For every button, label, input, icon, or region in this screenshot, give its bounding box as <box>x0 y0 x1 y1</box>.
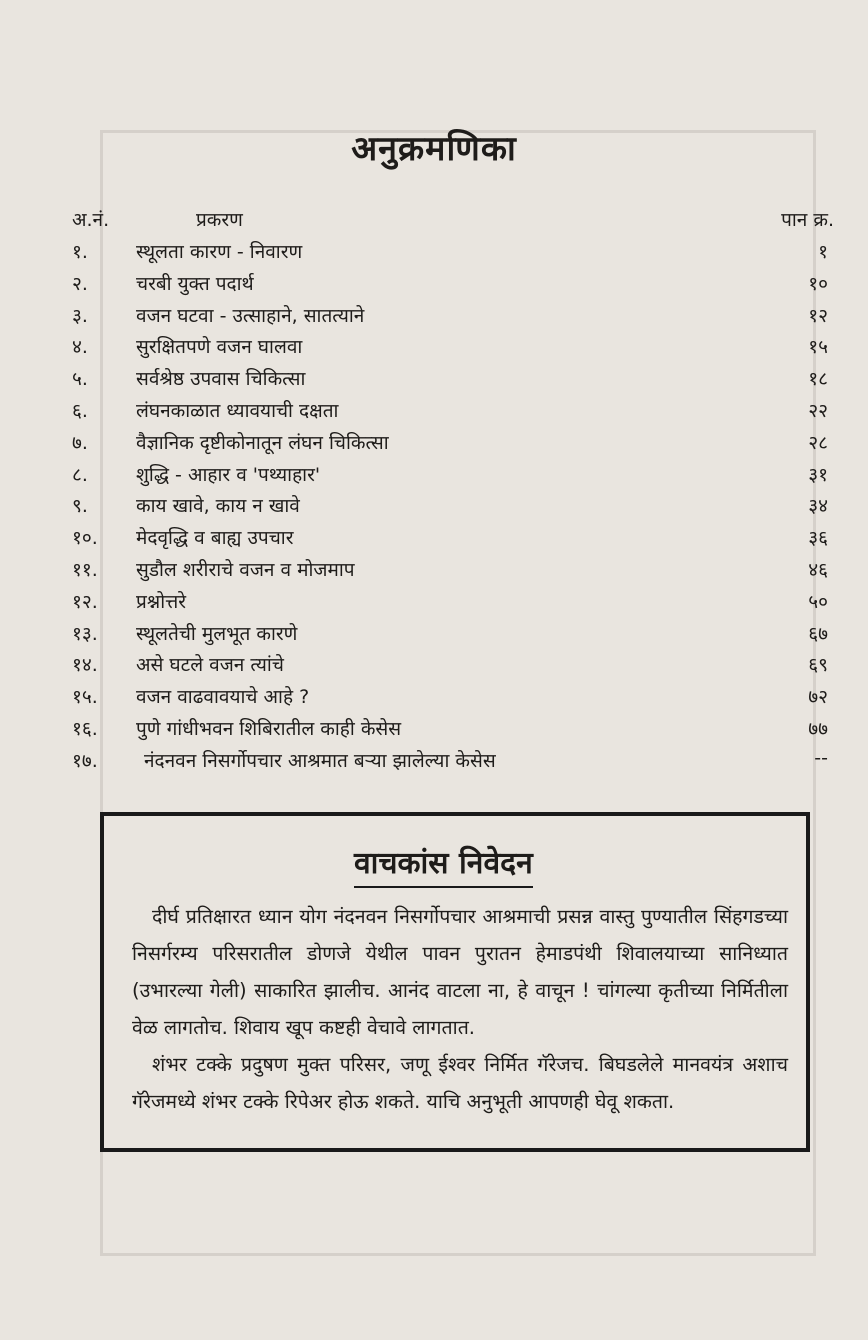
toc-number: ८. <box>72 463 88 486</box>
toc-page: २२ <box>808 400 828 422</box>
toc-row <box>0 492 868 524</box>
toc-title: चरबी युक्त पदार्थ <box>136 272 254 295</box>
toc-row <box>0 461 868 493</box>
header-sr-no: अ.नं. <box>72 209 110 231</box>
toc-row <box>0 302 868 334</box>
header-chapter: प्रकरण <box>196 209 243 231</box>
toc-page: २८ <box>808 431 828 454</box>
toc-row <box>0 333 868 365</box>
toc-title: सुरक्षितपणे वजन घालवा <box>136 336 303 359</box>
toc-row <box>0 270 868 302</box>
toc-title: असे घटले वजन त्यांचे <box>136 654 284 677</box>
toc-number: १२. <box>72 590 98 613</box>
toc-title: काय खावे, काय न खावे <box>136 495 300 518</box>
toc-number: ५. <box>72 368 88 391</box>
toc-page: १२ <box>808 304 828 327</box>
toc-page: ६९ <box>808 654 828 677</box>
toc-number: ३. <box>72 304 88 327</box>
toc-number: २. <box>72 272 88 295</box>
toc-row <box>0 238 868 270</box>
toc-number: १३. <box>72 622 98 645</box>
toc-page: १० <box>808 272 828 295</box>
toc-title: पुणे गांधीभवन शिबिरातील काही केसेस <box>136 718 402 740</box>
toc-title: वैज्ञानिक दृष्टीकोनातून लंघन चिकित्सा <box>136 431 389 454</box>
toc-title: सुडौल शरीराचे वजन व मोजमाप <box>136 559 355 581</box>
toc-page: ३६ <box>808 527 828 550</box>
toc-row <box>0 429 868 461</box>
toc-page: १५ <box>808 336 828 359</box>
toc-page: ३१ <box>808 463 828 486</box>
toc-row <box>0 588 868 620</box>
notice-paragraph: दीर्घ प्रतिक्षारत ध्यान योग नंदनवन निसर्गोपचार आश्रमाची प्रसन्न वास्तु पुण्यातील सिंहगडच्या निसर्गरम्य परिसरातील डोणजे येथील पावन पुरातन हेमाडपंथी शिवालयाच्या सानिध्यात (उभारल्या गेली) साकारित झालीच. आनंद वाटला ना, हे वाचून ! चांगल्या कृतीच्या निर्मितीला वेळ लागतोच. शिवाय खूप कष्टही वेचावे लागतात. <box>132 905 788 1039</box>
toc-title: शुद्धि - आहार व 'पथ्याहार' <box>136 463 321 486</box>
toc-number: १. <box>72 241 88 263</box>
toc-row <box>0 365 868 397</box>
toc-row <box>0 524 868 556</box>
toc-page: १८ <box>808 368 828 391</box>
toc-title: मेदवृद्धि व बाह्य उपचार <box>136 527 294 550</box>
toc-page: ७२ <box>808 686 828 709</box>
toc-number: १७. <box>72 749 98 772</box>
toc-number: ९. <box>72 495 88 518</box>
toc-title: प्रश्नोत्तरे <box>136 590 187 613</box>
toc-number: १०. <box>72 527 98 550</box>
toc-title: लंघनकाळात ध्यावयाची दक्षता <box>136 400 339 422</box>
toc-title: वजन घटवा - उत्साहाने, सातत्याने <box>136 304 365 327</box>
page-title: अनुक्रमणिका <box>351 129 517 169</box>
toc-row <box>0 556 868 588</box>
toc-number: १४. <box>72 654 98 677</box>
toc-row <box>0 683 868 715</box>
toc-title: सर्वश्रेष्ठ उपवास चिकित्सा <box>136 368 306 391</box>
toc-page: १ <box>818 241 828 263</box>
toc-number: १५. <box>72 686 98 709</box>
toc-page: ७७ <box>808 718 828 740</box>
toc-title: स्थूलतेची मुलभूत कारणे <box>136 622 298 645</box>
toc-page: ५० <box>808 590 828 613</box>
toc-row <box>0 651 868 683</box>
toc-row <box>0 747 868 779</box>
toc-number: ४. <box>72 336 88 359</box>
toc-title: नंदनवन निसर्गोपचार आश्रमात बऱ्या झालेल्या केसेस <box>144 749 496 772</box>
toc-number: ७. <box>72 431 88 454</box>
toc-number: ६. <box>72 400 88 422</box>
toc-page: ६७ <box>808 622 828 645</box>
toc-title: वजन वाढवावयाचे आहे ? <box>136 686 310 709</box>
notice-body <box>132 898 788 1120</box>
header-page-no: पान क्र. <box>781 209 834 231</box>
toc-page: ४६ <box>808 559 828 581</box>
toc-number: १६. <box>72 718 98 740</box>
toc-page: -- <box>814 746 828 769</box>
notice-title: वाचकांस निवेदन <box>354 841 533 888</box>
toc-page: ३४ <box>808 495 828 518</box>
toc-row <box>0 715 868 747</box>
notice-box <box>100 812 810 1152</box>
toc-row <box>0 620 868 652</box>
notice-paragraph: शंभर टक्के प्रदुषण मुक्त परिसर, जणू ईश्वर निर्मित गॅरेजच. बिघडलेले मानवयंत्र अशाच गॅरेजमध्ये शंभर टक्के रिपेअर होऊ शकते. याचि अनुभूती आपणही घेवू शकता. <box>132 1053 788 1113</box>
toc-row <box>0 397 868 429</box>
toc-number: ११. <box>72 559 98 581</box>
toc-title: स्थूलता कारण - निवारण <box>136 241 303 263</box>
